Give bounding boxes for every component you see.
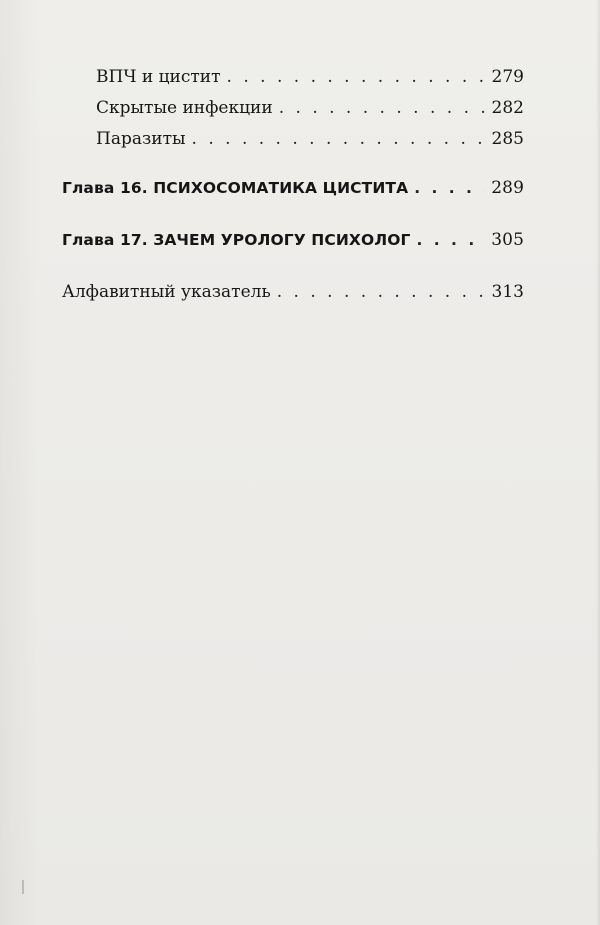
toc-entry-page: 279 bbox=[491, 67, 524, 87]
dot-leader bbox=[416, 231, 485, 249]
toc-entry-index[interactable] bbox=[62, 282, 524, 302]
toc-entry-parasites[interactable] bbox=[96, 129, 524, 149]
toc-entry-page: 282 bbox=[491, 98, 524, 118]
toc-entry-title: Алфавитный указатель bbox=[62, 282, 271, 302]
page-edge-mark bbox=[22, 880, 32, 894]
toc-entry-page: 313 bbox=[491, 282, 524, 302]
toc-entry-page: 285 bbox=[491, 129, 524, 149]
dot-leader bbox=[414, 179, 485, 197]
dot-leader bbox=[227, 67, 486, 87]
toc-entry-title: Глава 16. ПСИХОСОМАТИКА ЦИСТИТА bbox=[62, 179, 409, 197]
toc-entry-page: 305 bbox=[491, 230, 524, 250]
toc-entry-hidden-infections[interactable] bbox=[96, 98, 524, 118]
toc-chapter-17[interactable] bbox=[62, 230, 524, 250]
page-edge-shadow bbox=[596, 0, 600, 925]
dot-leader bbox=[277, 282, 486, 302]
toc-entry-title: Глава 17. ЗАЧЕМ УРОЛОГУ ПСИХОЛОГ bbox=[62, 231, 411, 249]
toc-entry-page: 289 bbox=[491, 178, 524, 198]
toc-entry-vpch[interactable] bbox=[96, 67, 524, 87]
toc-entry-title: ВПЧ и цистит bbox=[96, 67, 221, 87]
dot-leader bbox=[192, 129, 486, 149]
toc-entry-title: Скрытые инфекции bbox=[96, 98, 273, 118]
dot-leader bbox=[279, 98, 486, 118]
toc-entry-title: Паразиты bbox=[96, 129, 186, 149]
toc-chapter-16[interactable] bbox=[62, 178, 524, 198]
